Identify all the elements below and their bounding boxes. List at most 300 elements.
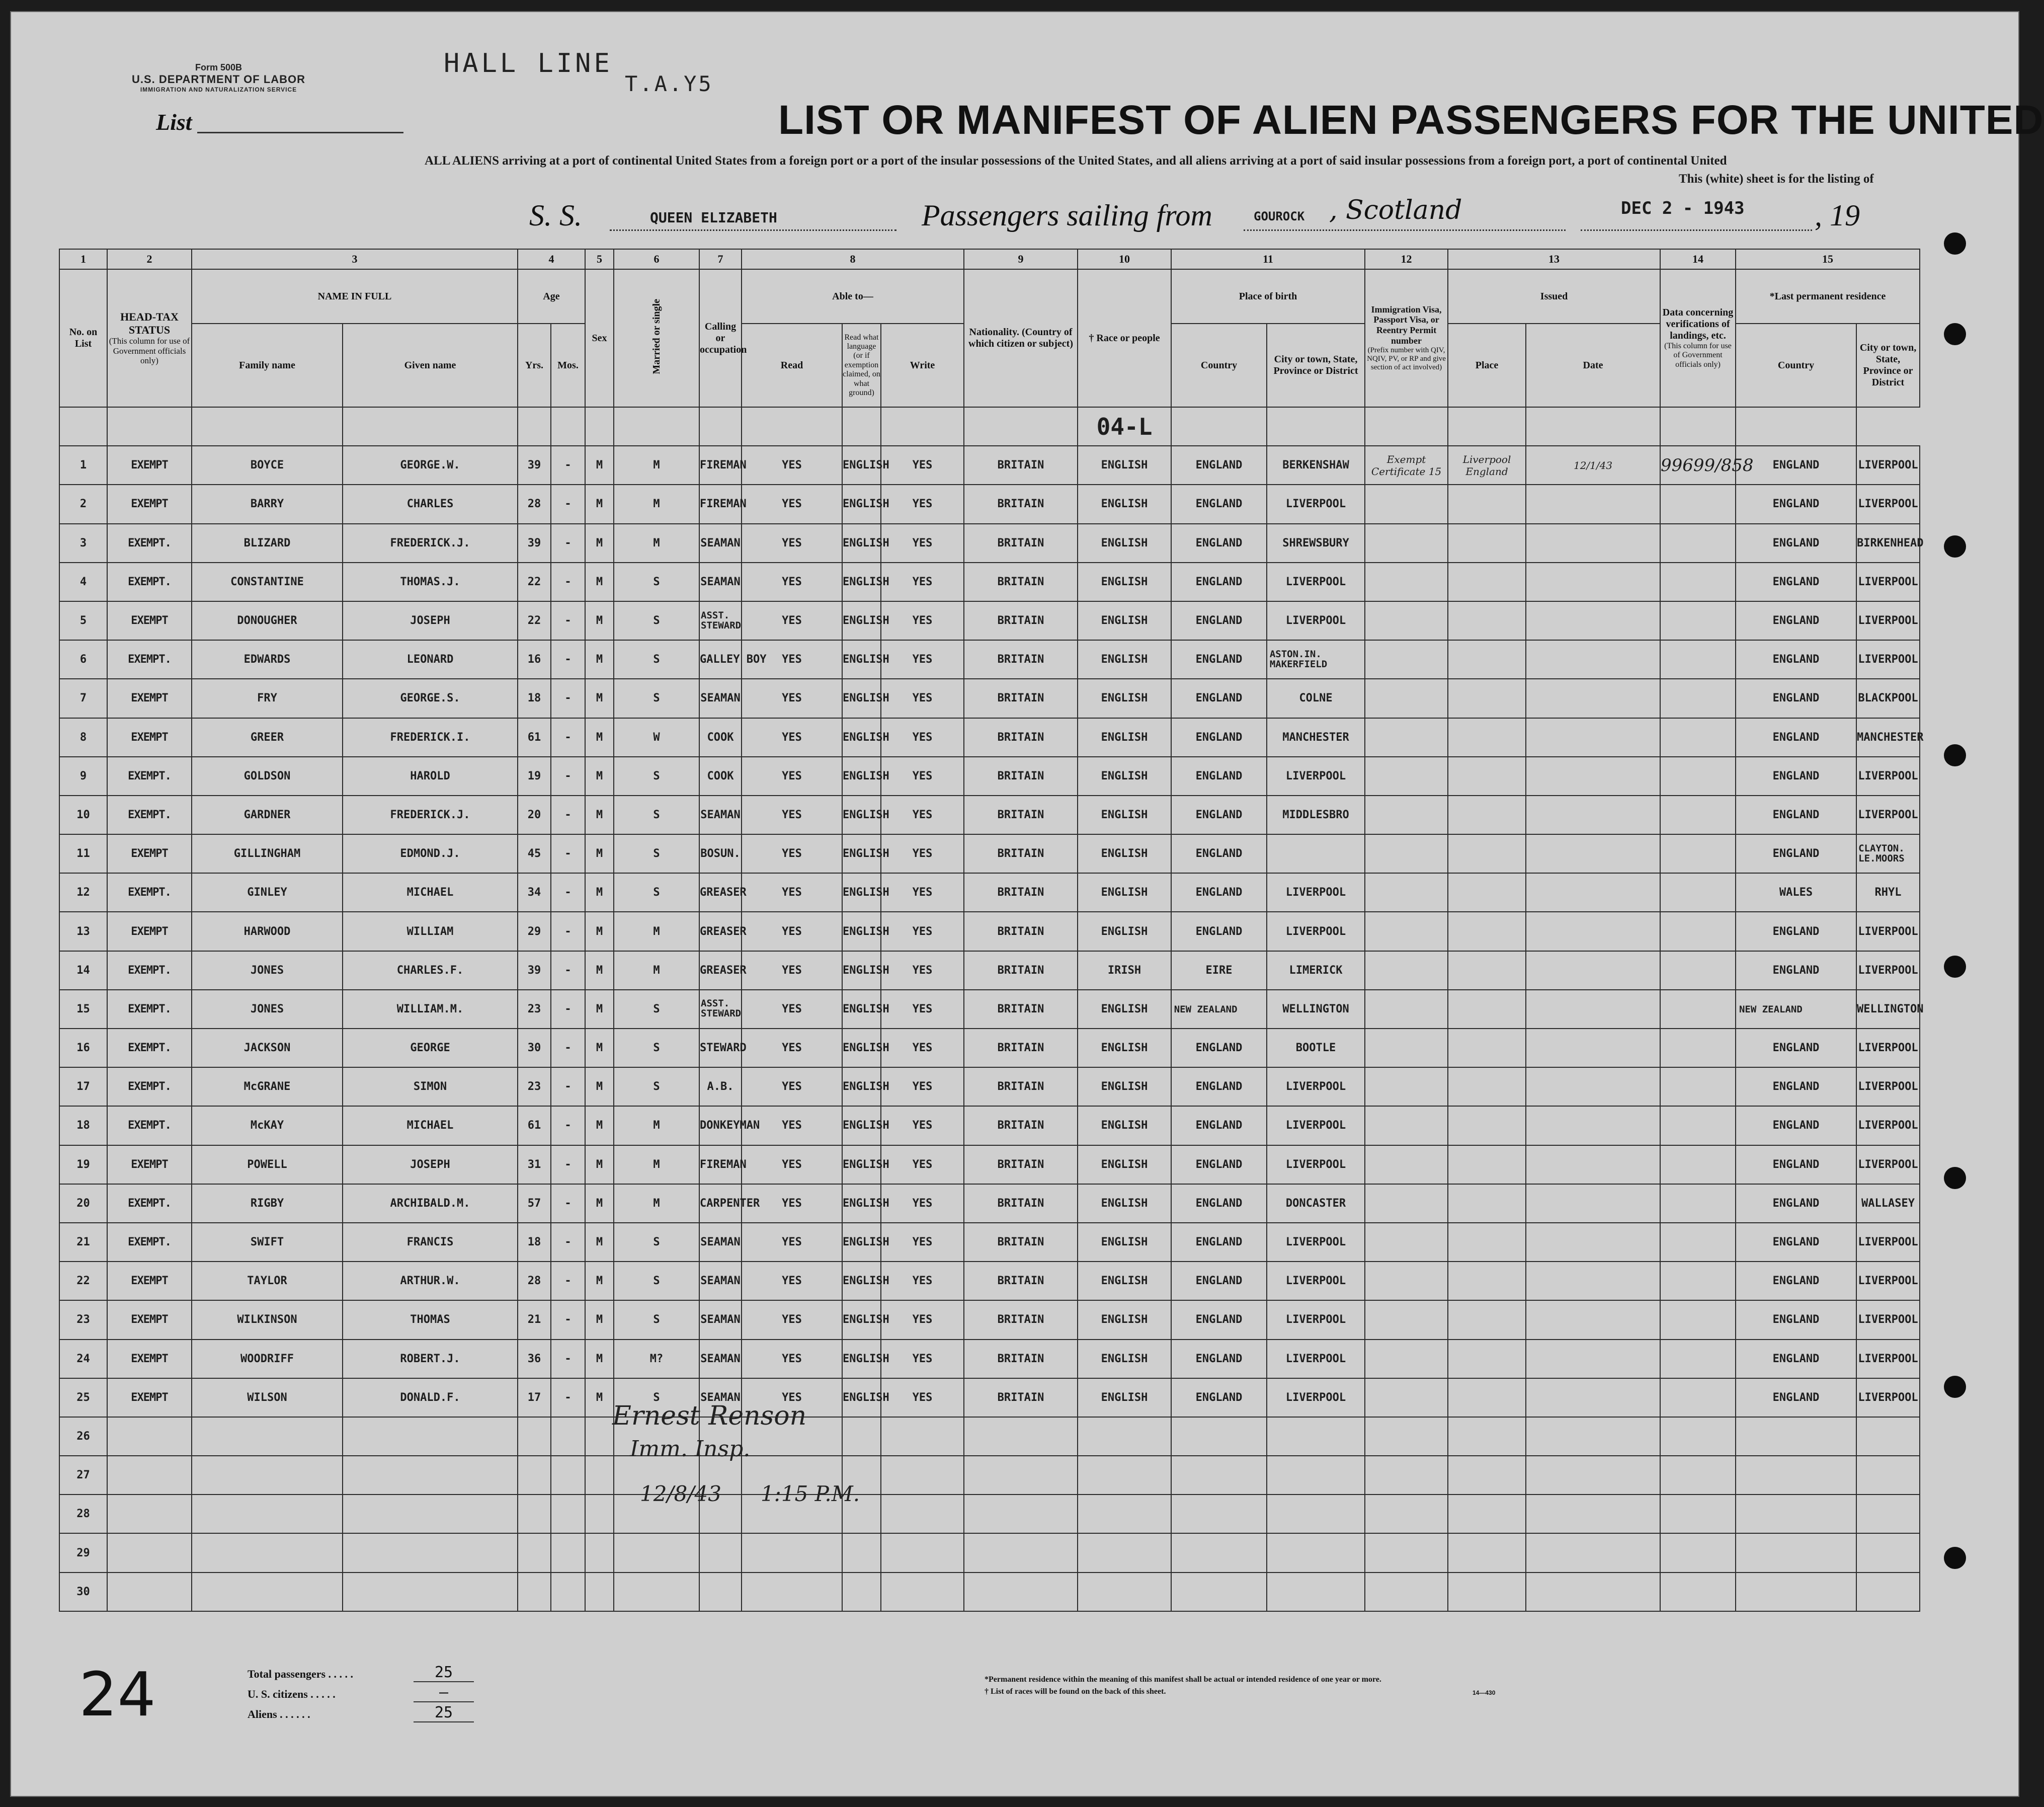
header-calling: Calling or occupation bbox=[699, 269, 742, 407]
column-number: 9 bbox=[964, 249, 1078, 269]
marital-status: S bbox=[614, 873, 699, 912]
column-number: 8 bbox=[742, 249, 964, 269]
residence-country bbox=[1736, 990, 1856, 1029]
head-tax-status: EXEMPT. bbox=[107, 990, 192, 1029]
race: ENGLISH bbox=[1078, 446, 1171, 485]
issued-date bbox=[1526, 1106, 1660, 1145]
header-res-country: Country bbox=[1736, 324, 1856, 407]
nationality: BRITAIN bbox=[964, 1067, 1078, 1106]
birth-country: ENGLAND bbox=[1171, 524, 1267, 563]
birth-city: LIVERPOOL bbox=[1267, 1340, 1365, 1378]
can-read: YES bbox=[742, 1223, 842, 1262]
header-married bbox=[614, 269, 699, 407]
occupation bbox=[699, 601, 742, 640]
birth-country: ENGLAND bbox=[1171, 1300, 1267, 1339]
occupation bbox=[699, 1573, 742, 1611]
read-language: ENGLISH bbox=[842, 1029, 881, 1067]
can-read: YES bbox=[742, 1145, 842, 1184]
residence-country: ENGLAND bbox=[1736, 718, 1856, 757]
table-row bbox=[59, 912, 1920, 951]
marital-status: M bbox=[614, 1145, 699, 1184]
head-tax-status: EXEMPT. bbox=[107, 796, 192, 834]
passenger-rows bbox=[59, 446, 1924, 1611]
marital-status: M bbox=[614, 1106, 699, 1145]
nationality: BRITAIN bbox=[964, 601, 1078, 640]
table-row bbox=[59, 718, 1920, 757]
can-read: YES bbox=[742, 601, 842, 640]
age-years: 34 bbox=[518, 873, 551, 912]
residence-city: LIVERPOOL bbox=[1856, 640, 1920, 679]
age-months: - bbox=[551, 834, 585, 873]
can-write: YES bbox=[881, 1340, 964, 1378]
birth-country: ENGLAND bbox=[1171, 873, 1267, 912]
can-read: YES bbox=[742, 834, 842, 873]
can-read bbox=[742, 1533, 842, 1572]
birth-city bbox=[1267, 640, 1365, 679]
row-number: 28 bbox=[59, 1495, 107, 1533]
sex: M bbox=[585, 718, 614, 757]
race: ENGLISH bbox=[1078, 1378, 1171, 1417]
birth-country: ENGLAND bbox=[1171, 912, 1267, 951]
occupation: SEAMAN bbox=[699, 563, 742, 601]
nationality: BRITAIN bbox=[964, 718, 1078, 757]
landing-data bbox=[1660, 1495, 1736, 1533]
table-row bbox=[59, 524, 1920, 563]
issued-date bbox=[1526, 1145, 1660, 1184]
race: ENGLISH bbox=[1078, 1106, 1171, 1145]
nationality: BRITAIN bbox=[964, 1340, 1078, 1378]
issued-date bbox=[1526, 834, 1660, 873]
table-row bbox=[59, 757, 1920, 796]
landing-data bbox=[1660, 601, 1736, 640]
occupation bbox=[699, 990, 742, 1029]
family-name: HARWOOD bbox=[192, 912, 343, 951]
visa-number: Exempt Certificate 15 bbox=[1365, 446, 1448, 485]
occupation: FIREMAN bbox=[699, 446, 742, 485]
residence-city bbox=[1856, 1417, 1920, 1456]
age-years: 31 bbox=[518, 1145, 551, 1184]
landing-data bbox=[1660, 1106, 1736, 1145]
header-visa-note: (Prefix number with QIV, NQIV, PV, or RP and give section of act involved) bbox=[1367, 346, 1446, 371]
family-name bbox=[192, 1573, 343, 1611]
issued-date bbox=[1526, 796, 1660, 834]
race: ENGLISH bbox=[1078, 563, 1171, 601]
birth-country bbox=[1171, 1495, 1267, 1533]
marital-status: S bbox=[614, 679, 699, 718]
given-name: JOSEPH bbox=[343, 601, 518, 640]
residence-country: ENGLAND bbox=[1736, 1106, 1856, 1145]
residence-country: ENGLAND bbox=[1736, 912, 1856, 951]
row-number: 15 bbox=[59, 990, 107, 1029]
can-write: YES bbox=[881, 601, 964, 640]
table-row bbox=[59, 1495, 1920, 1533]
can-read: YES bbox=[742, 757, 842, 796]
issued-date bbox=[1526, 1456, 1660, 1495]
birth-city bbox=[1267, 1573, 1365, 1611]
birth-country: ENGLAND bbox=[1171, 1067, 1267, 1106]
birth-city bbox=[1267, 834, 1365, 873]
head-tax-status: EXEMPT bbox=[107, 446, 192, 485]
head-tax-status: EXEMPT bbox=[107, 1378, 192, 1417]
occupation: SEAMAN bbox=[699, 679, 742, 718]
table-row bbox=[59, 1456, 1920, 1495]
birth-city: LIVERPOOL bbox=[1267, 1106, 1365, 1145]
departure-port: GOUROCK bbox=[1254, 209, 1305, 223]
can-write: YES bbox=[881, 1223, 964, 1262]
family-name: McKAY bbox=[192, 1106, 343, 1145]
residence-country bbox=[1736, 1533, 1856, 1572]
age-months: - bbox=[551, 1106, 585, 1145]
race: ENGLISH bbox=[1078, 718, 1171, 757]
residence-country bbox=[1736, 1495, 1856, 1533]
header-res-city: City or town, State, Province or District bbox=[1856, 324, 1920, 407]
row-number: 11 bbox=[59, 834, 107, 873]
nationality: BRITAIN bbox=[964, 834, 1078, 873]
birth-country bbox=[1171, 1417, 1267, 1456]
nationality bbox=[964, 1573, 1078, 1611]
sex: M bbox=[585, 1378, 614, 1417]
landing-data bbox=[1660, 1145, 1736, 1184]
sex: M bbox=[585, 563, 614, 601]
can-read: YES bbox=[742, 446, 842, 485]
header-last-residence: *Last permanent residence bbox=[1736, 269, 1920, 324]
issued-place bbox=[1448, 1456, 1526, 1495]
can-write: YES bbox=[881, 990, 964, 1029]
age-years: 39 bbox=[518, 951, 551, 990]
can-read: YES bbox=[742, 1300, 842, 1339]
birth-city: LIVERPOOL bbox=[1267, 1223, 1365, 1262]
head-tax-status: EXEMPT bbox=[107, 1340, 192, 1378]
residence-city: LIVERPOOL bbox=[1856, 446, 1920, 485]
read-language: ENGLISH bbox=[842, 1378, 881, 1417]
age-years: 17 bbox=[518, 1378, 551, 1417]
can-write: YES bbox=[881, 679, 964, 718]
birth-country bbox=[1171, 1533, 1267, 1572]
given-name: FRANCIS bbox=[343, 1223, 518, 1262]
birth-city: COLNE bbox=[1267, 679, 1365, 718]
nationality: BRITAIN bbox=[964, 990, 1078, 1029]
can-read: YES bbox=[742, 873, 842, 912]
head-tax-status: EXEMPT bbox=[107, 1300, 192, 1339]
row-number: 1 bbox=[59, 446, 107, 485]
age-months bbox=[551, 1456, 585, 1495]
read-language: ENGLISH bbox=[842, 796, 881, 834]
issued-date bbox=[1526, 601, 1660, 640]
birth-city: LIVERPOOL bbox=[1267, 757, 1365, 796]
age-months: - bbox=[551, 563, 585, 601]
marital-status: M bbox=[614, 485, 699, 523]
issued-place bbox=[1448, 1300, 1526, 1339]
residence-country: ENGLAND bbox=[1736, 485, 1856, 523]
column-number: 13 bbox=[1448, 249, 1660, 269]
can-write: YES bbox=[881, 485, 964, 523]
sex: M bbox=[585, 1067, 614, 1106]
marital-status: M bbox=[614, 951, 699, 990]
given-name: ARCHIBALD.M. bbox=[343, 1184, 518, 1223]
can-read: YES bbox=[742, 563, 842, 601]
read-language: ENGLISH bbox=[842, 1067, 881, 1106]
voyage-line bbox=[529, 195, 1913, 239]
issued-date bbox=[1526, 524, 1660, 563]
sex: M bbox=[585, 1262, 614, 1300]
race: ENGLISH bbox=[1078, 1223, 1171, 1262]
read-language: ENGLISH bbox=[842, 1300, 881, 1339]
age-months: - bbox=[551, 990, 585, 1029]
visa-number bbox=[1365, 718, 1448, 757]
landing-data bbox=[1660, 640, 1736, 679]
can-write: YES bbox=[881, 524, 964, 563]
head-tax-status: EXEMPT bbox=[107, 912, 192, 951]
read-language: ENGLISH bbox=[842, 951, 881, 990]
read-language: ENGLISH bbox=[842, 1340, 881, 1378]
birth-country: ENGLAND bbox=[1171, 1378, 1267, 1417]
spacer-row bbox=[59, 407, 1920, 446]
marital-status: S bbox=[614, 1300, 699, 1339]
marital-status: S bbox=[614, 1223, 699, 1262]
landing-data bbox=[1660, 563, 1736, 601]
age-years: 18 bbox=[518, 679, 551, 718]
arrival-tag: 04-L bbox=[1078, 407, 1171, 446]
visa-number bbox=[1365, 912, 1448, 951]
row-number: 13 bbox=[59, 912, 107, 951]
header-read: Read bbox=[742, 324, 842, 407]
issued-place bbox=[1448, 1029, 1526, 1067]
header-landing-label: Data concerning verifications of landings, etc. bbox=[1662, 306, 1734, 341]
can-read: YES bbox=[742, 951, 842, 990]
passenger-table bbox=[59, 249, 1924, 1612]
inspection-time: 1:15 P.M. bbox=[761, 1481, 860, 1506]
sex: M bbox=[585, 1029, 614, 1067]
visa-number bbox=[1365, 640, 1448, 679]
birth-city: LIMERICK bbox=[1267, 951, 1365, 990]
form-code: 14—430 bbox=[1473, 1689, 1496, 1696]
birth-country: ENGLAND bbox=[1171, 446, 1267, 485]
birth-country: ENGLAND bbox=[1171, 679, 1267, 718]
issued-place bbox=[1448, 1495, 1526, 1533]
birth-country: ENGLAND bbox=[1171, 1029, 1267, 1067]
given-name: GEORGE.S. bbox=[343, 679, 518, 718]
table-row bbox=[59, 873, 1920, 912]
header-age: Age bbox=[518, 269, 585, 324]
page-title: LIST OR MANIFEST OF ALIEN PASSENGERS FOR THE UNITED bbox=[778, 97, 2044, 143]
row-number: 20 bbox=[59, 1184, 107, 1223]
can-read: YES bbox=[742, 912, 842, 951]
age-years: 22 bbox=[518, 601, 551, 640]
residence-country: ENGLAND bbox=[1736, 679, 1856, 718]
race: ENGLISH bbox=[1078, 1145, 1171, 1184]
sex bbox=[585, 1495, 614, 1533]
age-months bbox=[551, 1417, 585, 1456]
landing-data bbox=[1660, 951, 1736, 990]
header-issued: Issued bbox=[1448, 269, 1660, 324]
age-months bbox=[551, 1573, 585, 1611]
head-tax-status: EXEMPT. bbox=[107, 757, 192, 796]
birth-country: ENGLAND bbox=[1171, 601, 1267, 640]
residence-city bbox=[1856, 1456, 1920, 1495]
age-years: 23 bbox=[518, 990, 551, 1029]
binder-hole bbox=[1944, 535, 1966, 558]
visa-number bbox=[1365, 1145, 1448, 1184]
age-years: 28 bbox=[518, 485, 551, 523]
occupation: SEAMAN bbox=[699, 796, 742, 834]
age-months: - bbox=[551, 640, 585, 679]
residence-country bbox=[1736, 1456, 1856, 1495]
service-name: IMMIGRATION AND NATURALIZATION SERVICE bbox=[140, 86, 297, 93]
head-tax-status: EXEMPT. bbox=[107, 1067, 192, 1106]
race: ENGLISH bbox=[1078, 1029, 1171, 1067]
given-name: MICHAEL bbox=[343, 1106, 518, 1145]
residence-city: LIVERPOOL bbox=[1856, 601, 1920, 640]
residence-country: ENGLAND bbox=[1736, 1378, 1856, 1417]
given-name: JOSEPH bbox=[343, 1145, 518, 1184]
occupation: A.B. bbox=[699, 1067, 742, 1106]
issued-place bbox=[1448, 1184, 1526, 1223]
family-name: BOYCE bbox=[192, 446, 343, 485]
visa-number bbox=[1365, 1029, 1448, 1067]
can-write: YES bbox=[881, 796, 964, 834]
age-years bbox=[518, 1573, 551, 1611]
table-row bbox=[59, 601, 1920, 640]
intro-text-2: This (white) sheet is for the listing of bbox=[1679, 172, 1874, 186]
residence-city: WELLINGTON bbox=[1856, 990, 1920, 1029]
sex: M bbox=[585, 1340, 614, 1378]
occupation-text: ASST. STEWARD bbox=[701, 609, 742, 631]
issued-date bbox=[1526, 1340, 1660, 1378]
aliens-total bbox=[248, 1704, 509, 1728]
residence-city: BIRKENHEAD bbox=[1856, 524, 1920, 563]
table-row bbox=[59, 1340, 1920, 1378]
nationality: BRITAIN bbox=[964, 485, 1078, 523]
marital-status: S bbox=[614, 563, 699, 601]
residence-city: LIVERPOOL bbox=[1856, 1340, 1920, 1378]
read-language: ENGLISH bbox=[842, 640, 881, 679]
head-tax-status: EXEMPT bbox=[107, 1262, 192, 1300]
race: ENGLISH bbox=[1078, 1067, 1171, 1106]
header-no-on-list: No. on List bbox=[59, 269, 107, 407]
landing-data bbox=[1660, 990, 1736, 1029]
marital-status: W bbox=[614, 718, 699, 757]
inspector-title: Imm. Insp. bbox=[630, 1436, 751, 1462]
total-passengers-value: 25 bbox=[414, 1664, 474, 1682]
residence-city bbox=[1856, 834, 1920, 873]
header-write: Write bbox=[881, 324, 964, 407]
occupation: GALLEY BOY bbox=[699, 640, 742, 679]
residence-city: LIVERPOOL bbox=[1856, 1223, 1920, 1262]
birth-country: ENGLAND bbox=[1171, 1184, 1267, 1223]
visa-number bbox=[1365, 1300, 1448, 1339]
binder-hole bbox=[1944, 1167, 1966, 1189]
age-months: - bbox=[551, 1184, 585, 1223]
family-name bbox=[192, 1456, 343, 1495]
head-tax-status: EXEMPT. bbox=[107, 1184, 192, 1223]
family-name: GREER bbox=[192, 718, 343, 757]
table-row bbox=[59, 1300, 1920, 1339]
table-row bbox=[59, 1262, 1920, 1300]
can-write bbox=[881, 1417, 964, 1456]
given-name: ROBERT.J. bbox=[343, 1340, 518, 1378]
can-write: YES bbox=[881, 873, 964, 912]
marital-status: S bbox=[614, 1378, 699, 1417]
given-name: GEORGE bbox=[343, 1029, 518, 1067]
residence-country: ENGLAND bbox=[1736, 524, 1856, 563]
race: ENGLISH bbox=[1078, 640, 1171, 679]
visa-number bbox=[1365, 1067, 1448, 1106]
residence-country: ENGLAND bbox=[1736, 1300, 1856, 1339]
nationality: BRITAIN bbox=[964, 1029, 1078, 1067]
residence-country: ENGLAND bbox=[1736, 563, 1856, 601]
residence-country: ENGLAND bbox=[1736, 601, 1856, 640]
nationality: BRITAIN bbox=[964, 1184, 1078, 1223]
birth-city: LIVERPOOL bbox=[1267, 1067, 1365, 1106]
header-married-label: Married or single bbox=[650, 299, 662, 374]
sex: M bbox=[585, 1300, 614, 1339]
header-head-tax-label: HEAD-TAX STATUS bbox=[120, 310, 179, 336]
can-read bbox=[742, 1573, 842, 1611]
row-number: 2 bbox=[59, 485, 107, 523]
column-number-row bbox=[59, 249, 1920, 269]
can-write: YES bbox=[881, 446, 964, 485]
residence-country: ENGLAND bbox=[1736, 1340, 1856, 1378]
read-language bbox=[842, 1573, 881, 1611]
residence-city-text: CLAYTON. LE.MOORS bbox=[1858, 842, 1905, 864]
landing-data bbox=[1660, 1378, 1736, 1417]
residence-city: WALLASEY bbox=[1856, 1184, 1920, 1223]
age-years: 23 bbox=[518, 1067, 551, 1106]
family-name: WILKINSON bbox=[192, 1300, 343, 1339]
read-language: ENGLISH bbox=[842, 912, 881, 951]
birth-city bbox=[1267, 1456, 1365, 1495]
age-months: - bbox=[551, 446, 585, 485]
head-tax-status bbox=[107, 1456, 192, 1495]
nationality: BRITAIN bbox=[964, 1262, 1078, 1300]
family-name bbox=[192, 1533, 343, 1572]
issued-place bbox=[1448, 990, 1526, 1029]
age-months: - bbox=[551, 1262, 585, 1300]
issued-place bbox=[1448, 873, 1526, 912]
family-name: RIGBY bbox=[192, 1184, 343, 1223]
column-number: 2 bbox=[107, 249, 192, 269]
birth-country: ENGLAND bbox=[1171, 1223, 1267, 1262]
residence-country: ENGLAND bbox=[1736, 951, 1856, 990]
header-name-in-full: NAME IN FULL bbox=[192, 269, 518, 324]
age-months: - bbox=[551, 1067, 585, 1106]
residence-city bbox=[1856, 1533, 1920, 1572]
birth-country: ENGLAND bbox=[1171, 796, 1267, 834]
can-write: YES bbox=[881, 1029, 964, 1067]
residence-country: ENGLAND bbox=[1736, 1067, 1856, 1106]
table-row bbox=[59, 446, 1920, 485]
visa-number bbox=[1365, 1495, 1448, 1533]
header-issued-place: Place bbox=[1448, 324, 1526, 407]
issued-place bbox=[1448, 1067, 1526, 1106]
race: ENGLISH bbox=[1078, 990, 1171, 1029]
nationality: BRITAIN bbox=[964, 524, 1078, 563]
read-language: ENGLISH bbox=[842, 873, 881, 912]
issued-place bbox=[1448, 951, 1526, 990]
row-number: 14 bbox=[59, 951, 107, 990]
ship-name: QUEEN ELIZABETH bbox=[650, 209, 777, 226]
landing-data bbox=[1660, 796, 1736, 834]
birth-city: LIVERPOOL bbox=[1267, 912, 1365, 951]
age-months: - bbox=[551, 873, 585, 912]
landing-data: 99699/858 bbox=[1660, 446, 1736, 485]
column-number: 15 bbox=[1736, 249, 1920, 269]
issued-place bbox=[1448, 563, 1526, 601]
residence-city: MANCHESTER bbox=[1856, 718, 1920, 757]
issued-place bbox=[1448, 1340, 1526, 1378]
family-name: JONES bbox=[192, 990, 343, 1029]
landing-data bbox=[1660, 1223, 1736, 1262]
